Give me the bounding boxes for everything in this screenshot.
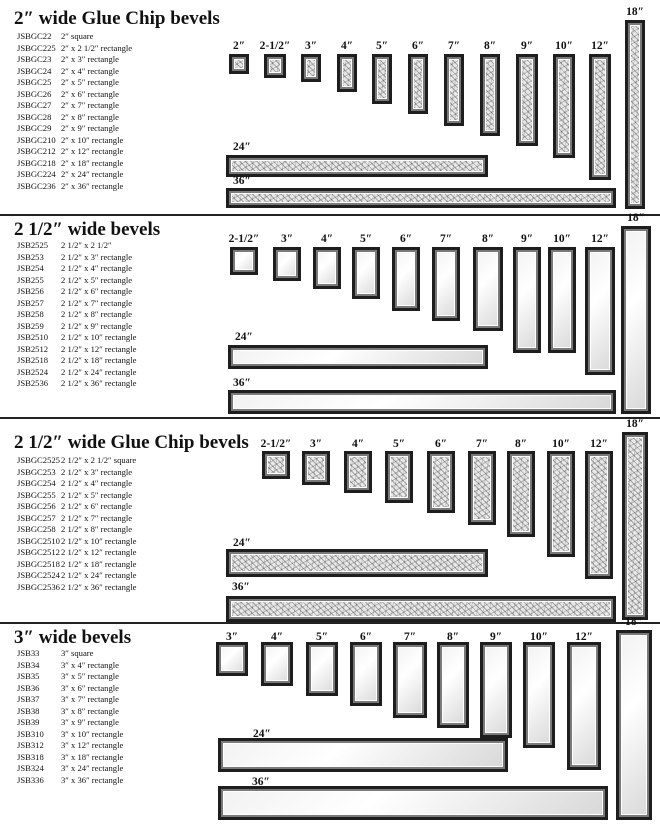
- size-label: 3″: [225, 631, 239, 643]
- catalog-row: [17, 66, 181, 78]
- size-label: 4″: [320, 233, 334, 245]
- part-code: JSB2512: [17, 343, 49, 354]
- part-description: 2 1/2″ x 10″ rectangle: [61, 535, 137, 546]
- catalog-row: [17, 763, 181, 775]
- catalog-row: [17, 112, 181, 124]
- catalog-row: [17, 660, 181, 672]
- part-code: JSB324: [17, 763, 44, 773]
- size-label: 8″: [481, 233, 495, 245]
- bevel-piece: [230, 247, 258, 275]
- size-label: 36″: [233, 175, 251, 187]
- catalog-row: [17, 524, 181, 536]
- part-description: 2 1/2″ x 36″ rectangle: [61, 378, 137, 388]
- part-code: JSBGC210: [17, 134, 56, 145]
- bevel-piece: [273, 247, 301, 281]
- part-code: JSB2524: [17, 366, 49, 377]
- part-code: JSBGC218: [17, 157, 56, 168]
- bevel-piece: [621, 226, 651, 414]
- part-code: JSB258: [17, 309, 44, 319]
- size-label: 5″: [359, 233, 373, 245]
- part-code: JSB253: [17, 251, 44, 262]
- catalog-row: [17, 43, 181, 55]
- part-code: JSB255: [17, 274, 44, 285]
- size-label: 18″: [627, 212, 645, 224]
- part-description: 3″ x 10″ rectangle: [61, 728, 124, 739]
- part-code: JSB2510: [17, 332, 49, 342]
- bevel-piece: [301, 54, 321, 82]
- size-label: 18″: [626, 6, 644, 18]
- part-description: 2 1/2″ x 8″ rectangle: [61, 524, 133, 534]
- part-code: JSBGC2510: [17, 535, 60, 546]
- catalog-row: [17, 146, 181, 158]
- size-label: 12″: [591, 40, 609, 52]
- bevel-piece: [589, 54, 611, 180]
- bevel-piece: [350, 642, 382, 706]
- size-label: 8″: [514, 438, 528, 450]
- title-main: 2″ wide: [14, 8, 82, 29]
- catalog-row: [17, 355, 181, 367]
- catalog-row: [17, 378, 181, 390]
- catalog-row: [17, 729, 181, 741]
- part-code: JSBGC23: [17, 54, 52, 64]
- bevel-piece: [567, 642, 601, 770]
- bevel-piece: [548, 247, 576, 353]
- part-description: 3″ x 12″ rectangle: [61, 740, 124, 750]
- section-title: [14, 627, 131, 649]
- title-main: 2 1/2″ wide bevels: [14, 219, 161, 240]
- title-rest: Glue Chip bevels: [110, 432, 249, 453]
- bevel-piece: [432, 247, 460, 321]
- size-label: 7″: [447, 40, 461, 52]
- bevel-piece: [226, 188, 616, 208]
- part-code: JSBGC2512: [17, 547, 60, 557]
- part-description: 2 1/2″ x 6″ rectangle: [61, 501, 133, 511]
- part-description: 2″ x 18″ rectangle: [61, 157, 124, 168]
- size-label: 10″: [530, 631, 548, 643]
- catalog-row: [17, 240, 181, 252]
- part-description: 2 1/2″ x 3″ rectangle: [61, 466, 133, 477]
- bevel-piece: [444, 54, 464, 126]
- size-label: 12″: [575, 631, 593, 643]
- catalog-row: [17, 513, 181, 525]
- part-code: JSB37: [17, 694, 40, 704]
- catalog-row: [17, 740, 181, 752]
- bevel-piece: [616, 630, 652, 820]
- part-description: 2 1/2″ x 3″ rectangle: [61, 251, 133, 262]
- part-code: JSBGC212: [17, 146, 56, 156]
- catalog-list: [17, 455, 181, 593]
- bevel-piece: [516, 54, 538, 146]
- part-code: JSBGC26: [17, 88, 52, 99]
- part-code: JSB256: [17, 286, 44, 296]
- part-code: JSBGC224: [17, 169, 56, 179]
- part-description: 2″ x 12″ rectangle: [61, 146, 124, 156]
- part-code: JSBGC28: [17, 111, 52, 122]
- part-code: JSBGC256: [17, 501, 56, 511]
- part-code: JSBGC22: [17, 31, 52, 41]
- size-label: 24″: [235, 331, 253, 343]
- size-label: 2″: [232, 40, 246, 52]
- part-description: 2″ x 7″ rectangle: [61, 100, 119, 110]
- catalog-row: [17, 775, 181, 787]
- part-description: 2″ x 6″ rectangle: [61, 88, 119, 99]
- part-description: 2 1/2″ x 18″ rectangle: [61, 558, 137, 569]
- bevel-piece: [226, 549, 488, 577]
- catalog-row: [17, 570, 181, 582]
- catalog-row: [17, 536, 181, 548]
- part-description: 2 1/2″ x 10″ rectangle: [61, 332, 137, 342]
- size-label: 6″: [399, 233, 413, 245]
- size-label: 2-1/2″: [259, 40, 291, 52]
- part-description: 2 1/2″ x 5″ rectangle: [61, 274, 133, 285]
- part-description: 2″ x 24″ rectangle: [61, 169, 124, 179]
- catalog-list: [17, 31, 181, 192]
- part-description: 3″ x 6″ rectangle: [61, 682, 119, 693]
- bevel-piece: [337, 54, 357, 92]
- part-code: JSBGC24: [17, 65, 52, 76]
- part-description: 2 1/2″ x 9″ rectangle: [61, 320, 133, 331]
- size-label: 36″: [252, 776, 270, 788]
- part-description: 2″ x 9″ rectangle: [61, 123, 119, 133]
- bevel-piece: [585, 247, 615, 375]
- size-label: 3″: [280, 233, 294, 245]
- size-label: 7″: [439, 233, 453, 245]
- part-code: JSB336: [17, 774, 44, 785]
- bevel-piece: [306, 642, 338, 696]
- bevel-piece: [262, 451, 290, 479]
- bevel-piece: [261, 642, 293, 686]
- size-label: 2-1/2″: [260, 438, 292, 450]
- part-code: JSB254: [17, 263, 44, 273]
- part-description: 2 1/2″ x 12″ rectangle: [61, 547, 137, 557]
- part-description: 2 1/2″ x 7″ rectangle: [61, 297, 133, 308]
- bevel-piece: [229, 54, 249, 74]
- part-description: 2″ x 36″ rectangle: [61, 180, 124, 191]
- catalog-row: [17, 671, 181, 683]
- size-label: 9″: [520, 40, 534, 52]
- part-description: 3″ square: [61, 648, 94, 658]
- catalog-row: [17, 181, 181, 193]
- size-label: 6″: [359, 631, 373, 643]
- size-label: 8″: [446, 631, 460, 643]
- part-code: JSB2536: [17, 378, 49, 388]
- bevel-piece: [480, 54, 500, 136]
- bevel-piece: [218, 738, 508, 772]
- catalog-row: [17, 275, 181, 287]
- catalog-row: [17, 298, 181, 310]
- bevel-piece: [228, 390, 616, 414]
- size-label: 10″: [555, 40, 573, 52]
- size-label: 9″: [489, 631, 503, 643]
- title-rest: Glue Chip bevels: [81, 8, 220, 29]
- size-label: 18″: [626, 418, 644, 430]
- part-description: 2 1/2″ x 24″ rectangle: [61, 570, 137, 580]
- catalog-row: [17, 490, 181, 502]
- part-description: 2″ x 5″ rectangle: [61, 77, 119, 87]
- catalog-list: [17, 648, 181, 786]
- bevel-piece: [427, 451, 455, 513]
- catalog-row: [17, 89, 181, 101]
- part-description: 3″ x 5″ rectangle: [61, 671, 119, 681]
- catalog-row: [17, 77, 181, 89]
- size-label: 18″: [625, 616, 643, 628]
- part-code: JSBGC236: [17, 180, 56, 191]
- part-code: JSBGC27: [17, 100, 52, 110]
- size-label: 24″: [233, 537, 251, 549]
- part-code: JSB39: [17, 717, 40, 727]
- catalog-row: [17, 332, 181, 344]
- bevel-piece: [226, 596, 616, 622]
- size-label: 3″: [309, 438, 323, 450]
- bevel-piece: [480, 642, 512, 738]
- catalog-row: [17, 135, 181, 147]
- part-code: JSB318: [17, 751, 44, 762]
- part-code: JSB38: [17, 705, 40, 716]
- catalog-row: [17, 501, 181, 513]
- part-description: 2 1/2″ x 7″ rectangle: [61, 512, 133, 523]
- part-code: JSBGC257: [17, 512, 56, 523]
- size-label: 5″: [375, 40, 389, 52]
- part-code: JSBGC225: [17, 42, 56, 53]
- size-label: 5″: [315, 631, 329, 643]
- catalog-row: [17, 344, 181, 356]
- part-description: 2 1/2″ x 24″ rectangle: [61, 366, 137, 377]
- size-label: 10″: [552, 438, 570, 450]
- bevel-piece: [622, 432, 648, 620]
- size-label: 7″: [403, 631, 417, 643]
- title-main: 2 1/2″ wide: [14, 432, 111, 453]
- part-description: 2 1/2″ x 18″ rectangle: [61, 355, 137, 365]
- part-code: JSB2518: [17, 355, 49, 365]
- bevel-piece: [226, 155, 488, 177]
- catalog-row: [17, 286, 181, 298]
- part-code: JSB312: [17, 740, 44, 750]
- section-title: [14, 432, 249, 454]
- size-label: 4″: [270, 631, 284, 643]
- catalog-row: [17, 559, 181, 571]
- part-description: 2 1/2″ x 12″ rectangle: [61, 343, 137, 354]
- part-code: JSBGC29: [17, 123, 52, 133]
- section-3in-bevels: [0, 616, 660, 828]
- catalog-row: [17, 321, 181, 333]
- bevel-piece: [302, 451, 330, 485]
- section-2in-glue-chip: [0, 0, 660, 214]
- part-description: 2″ x 4″ rectangle: [61, 65, 119, 76]
- title-main: 3″ wide bevels: [14, 627, 132, 648]
- part-code: JSB257: [17, 297, 44, 308]
- part-description: 3″ x 36″ rectangle: [61, 774, 124, 785]
- part-code: JSBGC2518: [17, 558, 60, 569]
- bevel-piece: [437, 642, 469, 728]
- catalog-row: [17, 31, 181, 43]
- part-description: 2″ x 10″ rectangle: [61, 134, 124, 145]
- bevel-piece: [218, 786, 608, 820]
- catalog-row: [17, 694, 181, 706]
- part-code: JSBGC2524: [17, 570, 60, 580]
- catalog-row: [17, 706, 181, 718]
- part-code: JSB259: [17, 320, 44, 331]
- catalog-row: [17, 717, 181, 729]
- part-description: 2 1/2″ x 5″ rectangle: [61, 489, 133, 500]
- catalog-row: [17, 123, 181, 135]
- catalog-row: [17, 158, 181, 170]
- part-code: JSBGC2525: [17, 455, 60, 465]
- bevel-piece: [393, 642, 427, 718]
- bevel-piece: [473, 247, 503, 331]
- size-label: 5″: [392, 438, 406, 450]
- section-2-5in-bevels: [0, 212, 660, 416]
- part-description: 2 1/2″ x 4″ rectangle: [61, 263, 133, 273]
- catalog-row: [17, 547, 181, 559]
- catalog-row: [17, 169, 181, 181]
- part-description: 3″ x 8″ rectangle: [61, 705, 119, 716]
- size-label: 4″: [351, 438, 365, 450]
- part-description: 2 1/2″ x 4″ rectangle: [61, 478, 133, 488]
- part-description: 3″ x 18″ rectangle: [61, 751, 124, 762]
- part-code: JSB310: [17, 728, 44, 739]
- size-label: 12″: [591, 233, 609, 245]
- bevel-piece: [228, 345, 488, 369]
- catalog-row: [17, 309, 181, 321]
- part-description: 2″ x 8″ rectangle: [61, 111, 119, 122]
- catalog-row: [17, 367, 181, 379]
- bevel-piece: [216, 642, 248, 676]
- part-description: 3″ x 4″ rectangle: [61, 659, 119, 670]
- part-description: 2 1/2″ x 6″ rectangle: [61, 286, 133, 296]
- size-label: 8″: [483, 40, 497, 52]
- bevel-piece: [513, 247, 541, 353]
- bevel-piece: [372, 54, 392, 104]
- bevel-piece: [264, 54, 286, 78]
- catalog-row: [17, 100, 181, 112]
- part-code: JSB35: [17, 671, 40, 681]
- size-label: 6″: [411, 40, 425, 52]
- part-description: 2″ x 2 1/2″ rectangle: [61, 42, 133, 53]
- part-description: 2 1/2″ x 2 1/2″: [61, 240, 112, 250]
- bevel-piece: [547, 451, 575, 557]
- part-code: JSBGC255: [17, 489, 56, 500]
- bevel-piece: [408, 54, 428, 114]
- part-code: JSBGC25: [17, 77, 52, 87]
- size-label: 3″: [304, 40, 318, 52]
- bevel-piece: [344, 451, 372, 493]
- catalog-row: [17, 54, 181, 66]
- catalog-row: [17, 752, 181, 764]
- size-label: 24″: [253, 728, 271, 740]
- catalog-row: [17, 467, 181, 479]
- bevel-piece: [313, 247, 341, 289]
- bevel-piece: [553, 54, 575, 158]
- part-code: JSBGC2536: [17, 581, 60, 592]
- catalog-list: [17, 240, 181, 390]
- size-label: 7″: [475, 438, 489, 450]
- part-description: 3″ x 7″ rectangle: [61, 694, 119, 704]
- section-2-5in-glue-chip: [0, 419, 660, 621]
- bevel-piece: [523, 642, 555, 748]
- bevel-piece: [585, 451, 613, 579]
- catalog-row: [17, 252, 181, 264]
- part-description: 2″ square: [61, 31, 94, 41]
- part-code: JSB36: [17, 682, 40, 693]
- part-code: JSB34: [17, 659, 40, 670]
- part-description: 3″ x 24″ rectangle: [61, 763, 124, 773]
- bevel-piece: [392, 247, 420, 311]
- part-code: JSBGC254: [17, 478, 56, 488]
- catalog-row: [17, 478, 181, 490]
- size-label: 2-1/2″: [228, 233, 260, 245]
- size-label: 9″: [520, 233, 534, 245]
- bevel-piece: [385, 451, 413, 503]
- size-label: 36″: [233, 377, 251, 389]
- part-code: JSBGC253: [17, 466, 56, 477]
- section-title: [14, 8, 220, 30]
- part-description: 3″ x 9″ rectangle: [61, 717, 119, 727]
- part-code: JSB2525: [17, 240, 49, 250]
- part-code: JSB33: [17, 648, 40, 658]
- size-label: 6″: [434, 438, 448, 450]
- size-label: 10″: [553, 233, 571, 245]
- bevel-piece: [625, 20, 645, 209]
- part-description: 2 1/2″ x 2 1/2″ square: [61, 455, 137, 465]
- bevel-piece: [507, 451, 535, 537]
- part-description: 2 1/2″ x 8″ rectangle: [61, 309, 133, 319]
- catalog-row: [17, 263, 181, 275]
- catalog-row: [17, 648, 181, 660]
- section-title: [14, 219, 160, 241]
- size-label: 36″: [232, 581, 250, 593]
- part-code: JSBGC258: [17, 524, 56, 534]
- part-description: 2 1/2″ x 36″ rectangle: [61, 581, 137, 592]
- catalog-row: [17, 582, 181, 594]
- size-label: 4″: [340, 40, 354, 52]
- catalog-row: [17, 455, 181, 467]
- bevel-piece: [468, 451, 496, 525]
- size-label: 12″: [590, 438, 608, 450]
- size-label: 24″: [233, 141, 251, 153]
- catalog-row: [17, 683, 181, 695]
- part-description: 2″ x 3″ rectangle: [61, 54, 119, 64]
- bevel-piece: [352, 247, 380, 299]
